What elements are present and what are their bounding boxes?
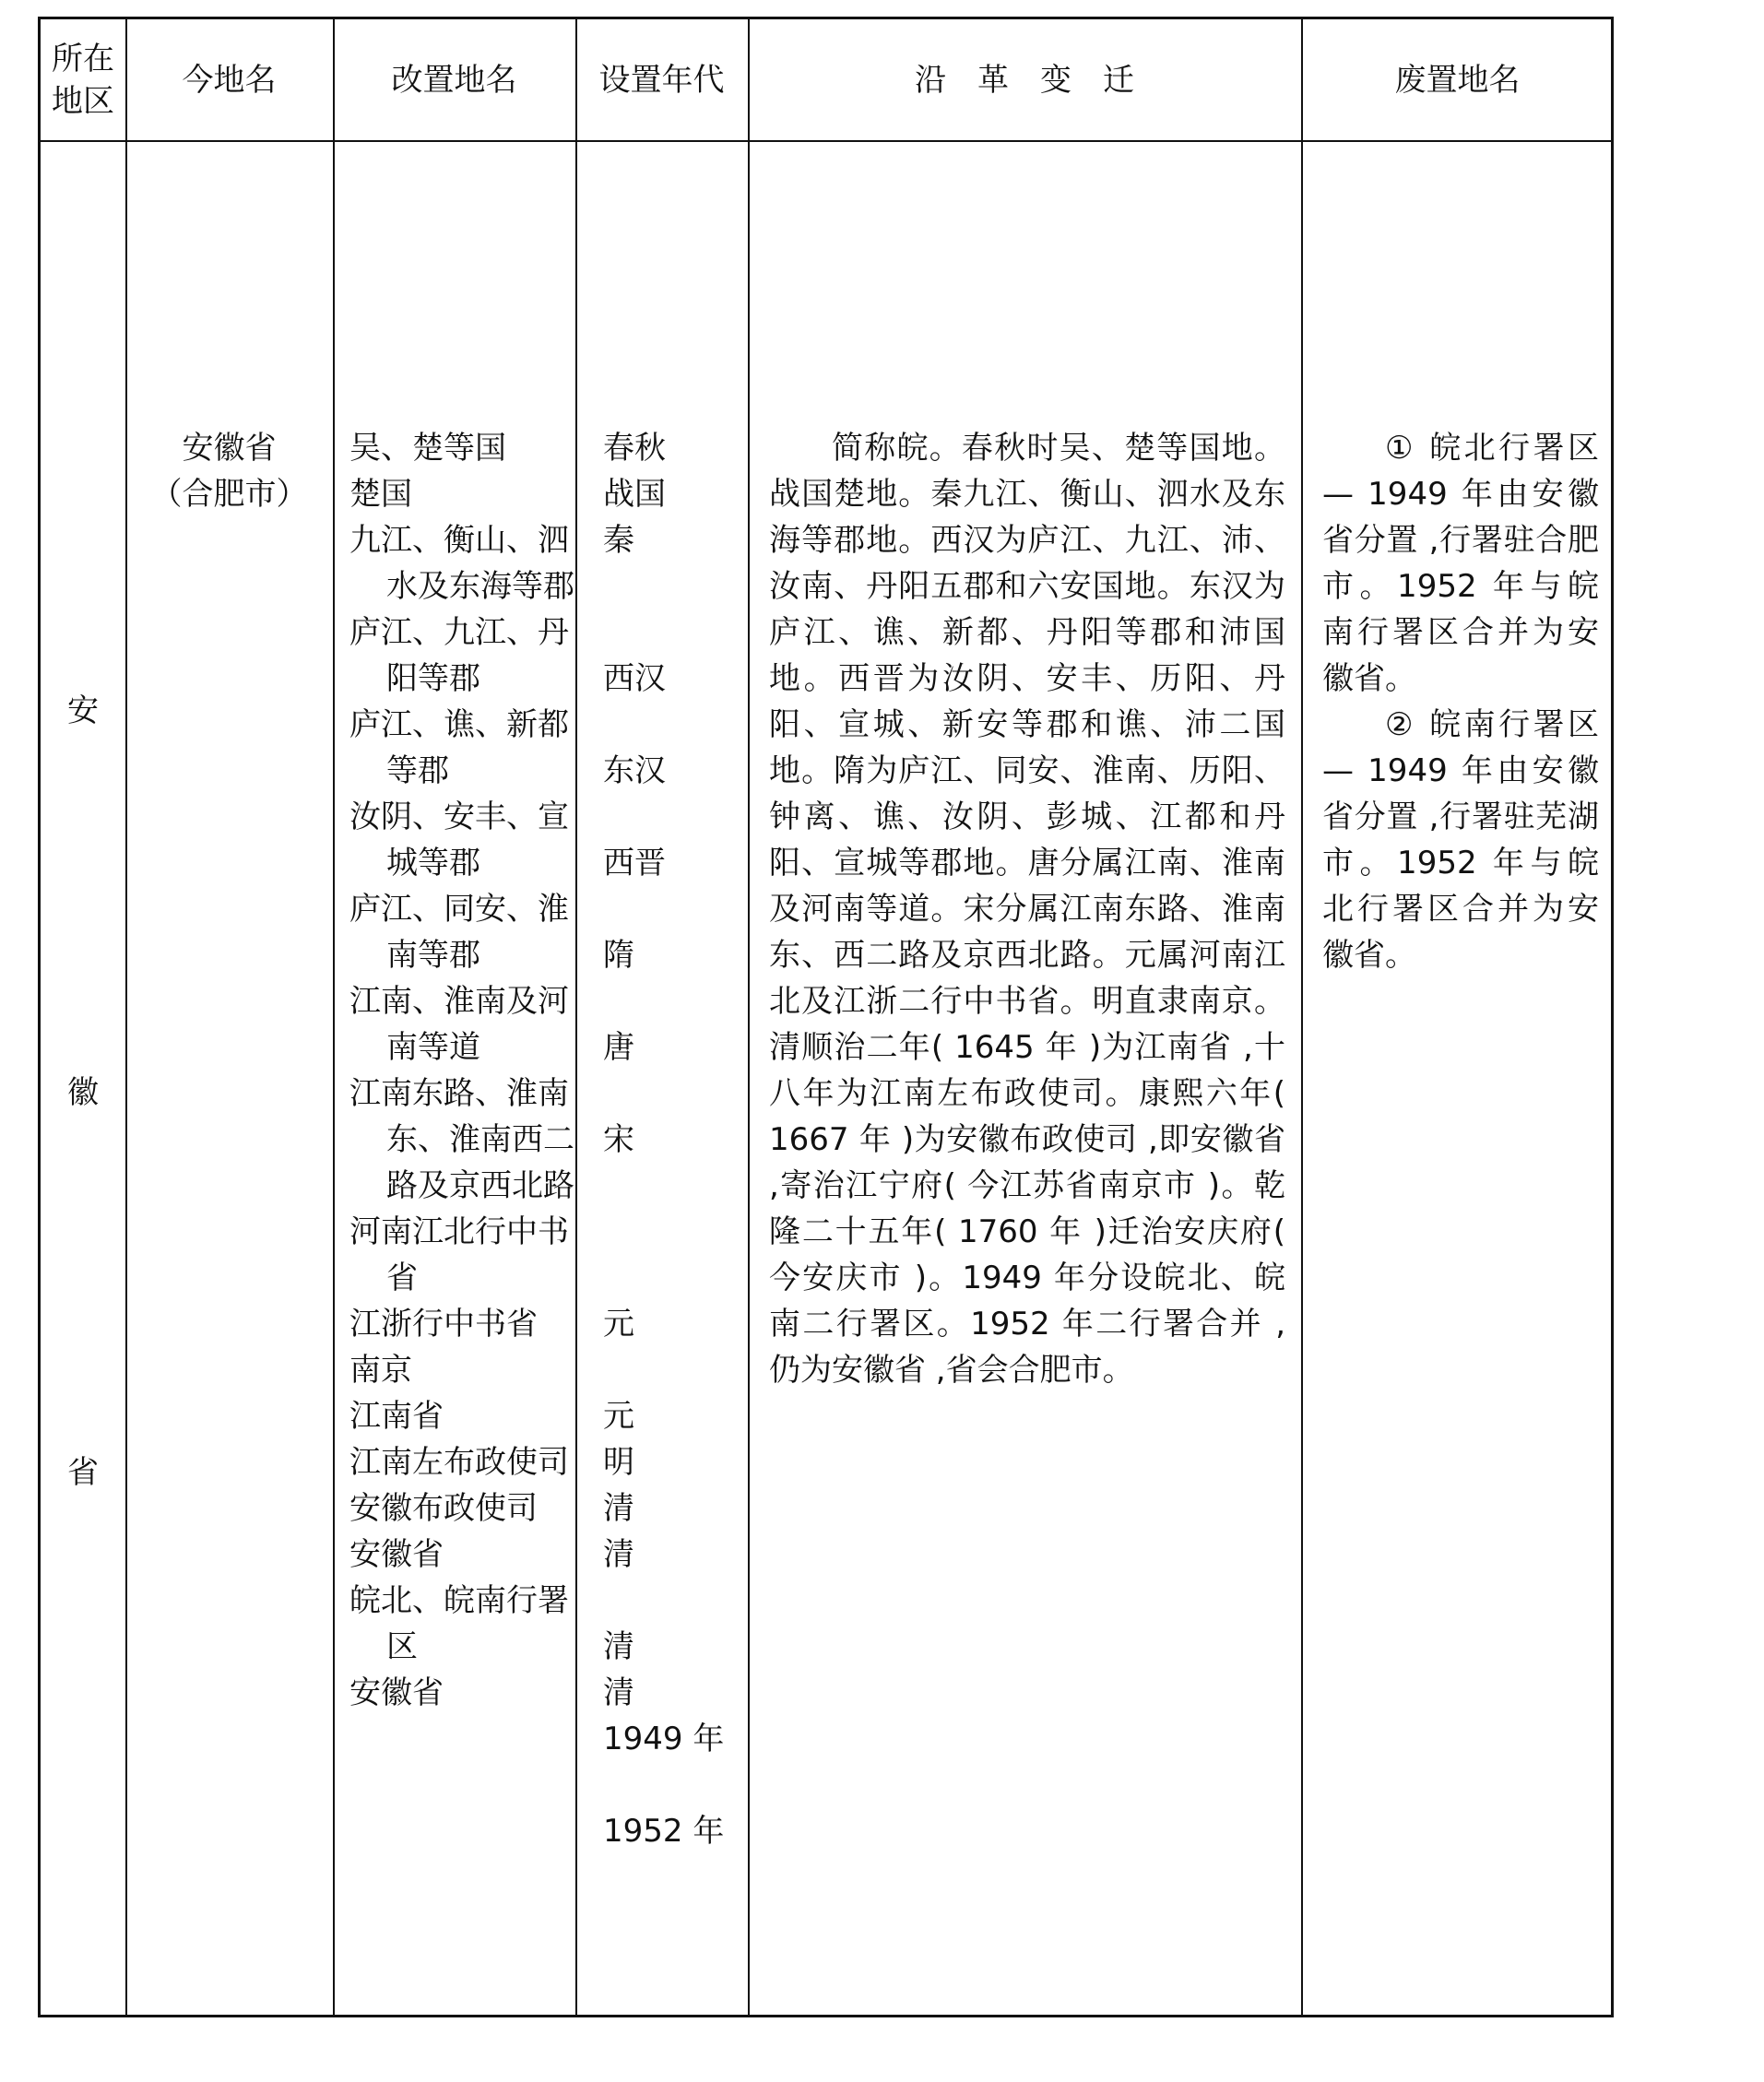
era-item: 秦 xyxy=(603,522,634,559)
renamed-item: 庐江、谯、新都等郡 xyxy=(349,706,569,789)
renamed-item: 楚国 xyxy=(349,476,412,513)
renamed-item: 南京 xyxy=(349,1352,412,1389)
header-history: 沿革变迁 xyxy=(915,61,1166,99)
renamed-item: 江南省 xyxy=(349,1398,444,1435)
header-abolished: 废置地名 xyxy=(1394,61,1521,99)
modern-name: 安徽省 xyxy=(182,430,277,467)
header-modern-name: 今地名 xyxy=(182,61,277,99)
era-item: 清 xyxy=(603,1490,634,1527)
era-item: 西汉 xyxy=(603,660,666,697)
era-item: 1949 年 xyxy=(603,1721,725,1757)
renamed-item: 江南东路、淮南东、淮南西二路及京西北路 xyxy=(349,1075,574,1204)
era-item: 清 xyxy=(603,1628,634,1665)
era-item: 隋 xyxy=(603,937,634,974)
era-item: 宋 xyxy=(603,1121,634,1158)
renamed-item: 江南、淮南及河南等道 xyxy=(349,983,569,1066)
column-divider xyxy=(748,19,750,2015)
renamed-item: 江南左布政使司 xyxy=(349,1444,569,1481)
abolished-note: ① 皖北行署区— 1949 年由安徽省分置 ,行署驻合肥市。1952 年与皖南行署区合并为安徽省。 xyxy=(1322,430,1599,697)
region-char: 省 xyxy=(67,1454,99,1491)
header-renamed: 改置地名 xyxy=(391,61,517,99)
renamed-item: 九江、衡山、泗水及东海等郡 xyxy=(349,522,574,605)
renamed-item: 庐江、同安、淮南等郡 xyxy=(349,891,569,974)
renamed-item: 汝阴、安丰、宣城等郡 xyxy=(349,798,569,881)
renamed-item: 安徽省 xyxy=(349,1536,444,1573)
column-divider xyxy=(333,19,335,2015)
modern-name-capital: （合肥市） xyxy=(150,476,308,513)
renamed-item: 皖北、皖南行署区 xyxy=(349,1582,569,1665)
abolished-cell xyxy=(1322,425,1599,978)
renamed-item: 江浙行中书省 xyxy=(349,1306,538,1343)
header-region-text: 所在地区 xyxy=(52,40,114,120)
header-era: 设置年代 xyxy=(598,61,725,99)
renamed-list xyxy=(349,425,598,1716)
history-text: 简称皖。春秋时吴、楚等国地。战国楚地。秦九江、衡山、泗水及东海等郡地。西汉为庐江、九江、沛、汝南、丹阳五郡和六安国地。东汉为庐江、谯、新都、丹阳等郡和沛国地。西晋为汝阴、安丰、历阳、丹阳、宣城、新安等郡和谯、沛二国地。隋为庐江、同安、淮南、历阳、钟离、谯、汝阴、彭城、江都和丹阳、宣城等郡地。唐分属江南、淮南及河南等道。宋分属江南东路、淮南东、西二路及京西北路。元属河南江北及江浙二行中书省。明直隶南京。清顺治二年( 1645 年 )为江南省 ,十八年为江南左布政使司。康熙六年( 1667 年 )为安徽布政使司 ,即安徽省 ,寄治江宁府( 今江苏省南京市 )。乾隆二十五年( 1760 年 )迁治安庆府( 今安庆市 )。1949 年分设皖北、皖南二行署区。1952 年二行署合并 ,仍为安徽省 ,省会合肥市。 xyxy=(769,430,1285,1389)
era-item: 元 xyxy=(603,1398,634,1435)
region-char: 徽 xyxy=(67,1074,99,1111)
era-item: 元 xyxy=(603,1306,634,1343)
renamed-item: 庐江、九江、丹阳等郡 xyxy=(349,614,569,697)
era-item: 东汉 xyxy=(603,752,666,789)
era-item: 1952 年 xyxy=(603,1813,725,1850)
era-item: 明 xyxy=(603,1444,634,1481)
era-item: 西晋 xyxy=(603,845,666,881)
era-item: 战国 xyxy=(603,476,666,513)
era-item: 清 xyxy=(603,1674,634,1711)
column-divider xyxy=(1301,19,1303,2015)
history-cell xyxy=(769,425,1285,1393)
renamed-item: 河南江北行中书省 xyxy=(349,1213,569,1296)
renamed-item: 吴、楚等国 xyxy=(349,430,506,467)
era-item: 春秋 xyxy=(603,430,666,467)
admin-history-table xyxy=(38,17,1614,2017)
column-divider xyxy=(125,19,127,2015)
renamed-item: 安徽省 xyxy=(349,1674,444,1711)
era-item: 清 xyxy=(603,1536,634,1573)
renamed-item: 安徽布政使司 xyxy=(349,1490,538,1527)
header-divider xyxy=(41,140,1611,142)
modern-name-cell xyxy=(125,425,333,517)
abolished-note: ② 皖南行署区— 1949 年由安徽省分置 ,行署驻芜湖市。1952 年与皖北行署区合并为安徽省。 xyxy=(1322,706,1599,974)
region-char: 安 xyxy=(67,692,99,729)
header-region xyxy=(41,19,125,140)
era-item: 唐 xyxy=(603,1029,634,1066)
